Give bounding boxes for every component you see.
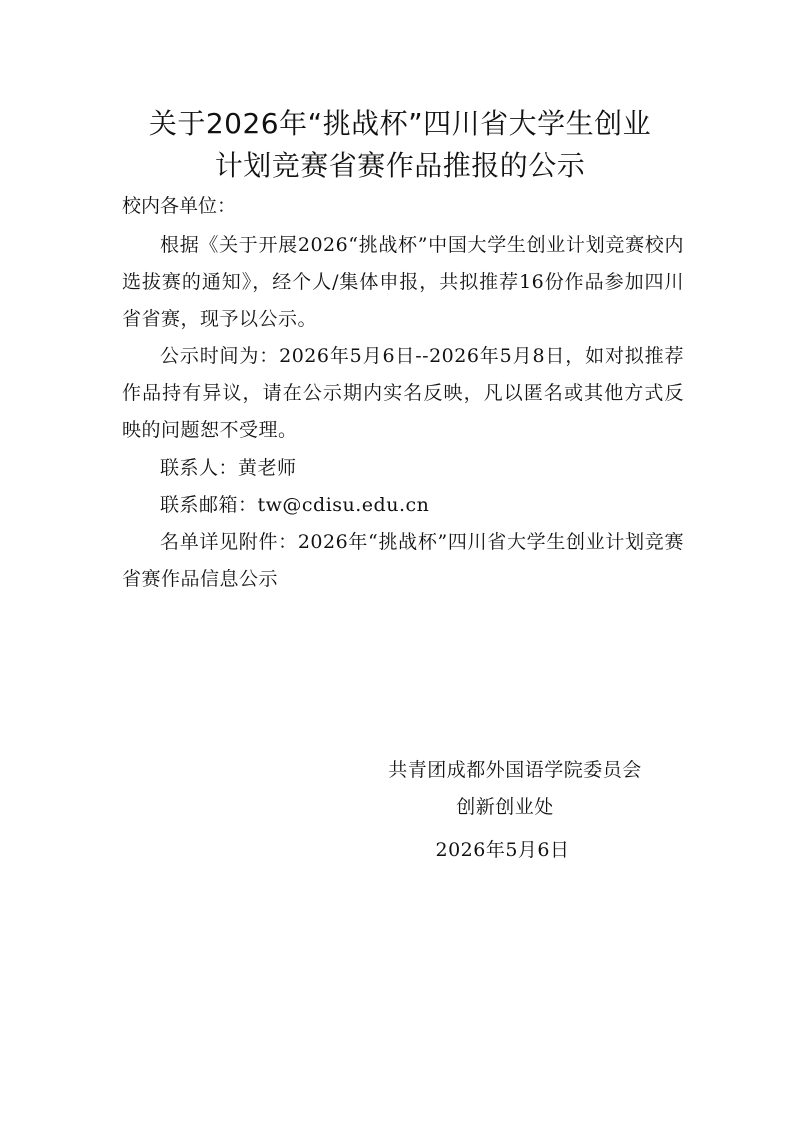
signature-date: 2026年5月6日 [435, 839, 570, 861]
paragraph-contact-person: 联系人：黄老师 [160, 457, 297, 479]
signature-organization: 共青团成都外国语学院委员会 [388, 759, 642, 781]
document-title-line-1: 关于2026年“挑战杯”四川省大学生创业 [148, 107, 652, 140]
document-title-line-2: 计划竞赛省赛作品推报的公示 [214, 149, 586, 182]
salutation: 校内各单位： [122, 195, 237, 217]
signature-department: 创新创业处 [456, 796, 554, 818]
paragraph-notice: 根据《关于开展2026“挑战杯”中国大学生创业计划竞赛校内选拔赛的通知》，经个人/集体申报，共拟推荐16份作品参加四川省省赛，现予以公示。 [122, 234, 684, 330]
paragraph-attachment: 名单详见附件：2026年“挑战杯”四川省大学生创业计划竞赛省赛作品信息公示 [122, 531, 684, 590]
paragraph-contact-email: 联系邮箱：tw@cdisu.edu.cn [160, 494, 430, 516]
paragraph-publicity-period: 公示时间为：2026年5月6日--2026年5月8日，如对拟推荐作品持有异议，请在公示期内实名反映，凡以匿名或其他方式反映的问题恕不受理。 [122, 345, 684, 441]
